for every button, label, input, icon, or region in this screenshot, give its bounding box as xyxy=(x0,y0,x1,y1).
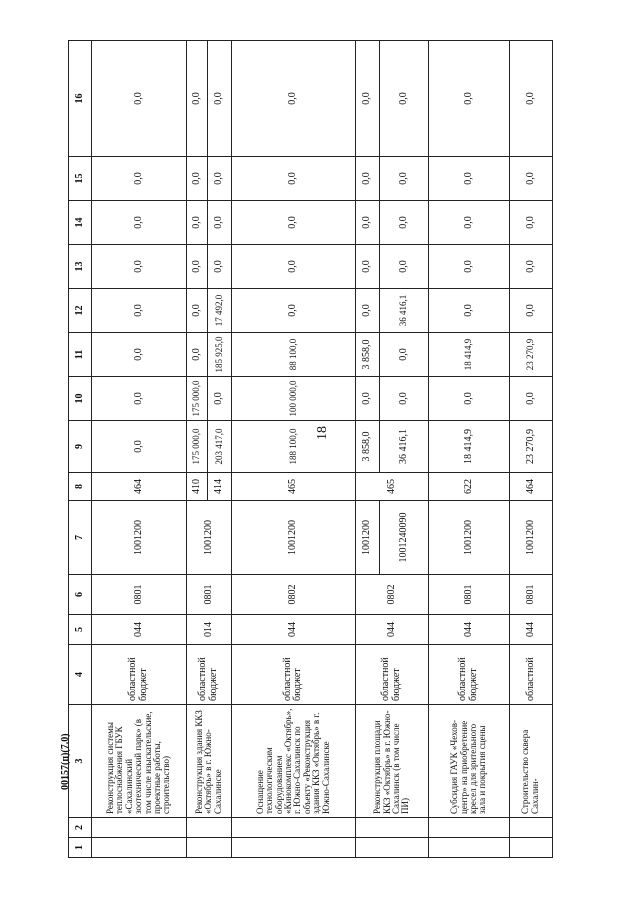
table-row xyxy=(186,41,208,858)
table-cell: 88 100,0 xyxy=(232,333,356,377)
table-cell: 0,0 xyxy=(429,157,510,201)
table-cell: 0,0 xyxy=(186,333,208,377)
table-row xyxy=(509,41,552,858)
table-cell: 3 858,0 xyxy=(355,421,379,473)
column-header: 8 xyxy=(69,473,92,501)
table-row xyxy=(429,41,510,858)
table-cell: 0,0 xyxy=(92,377,187,421)
table-cell: 0,0 xyxy=(92,157,187,201)
budget-table-container xyxy=(68,41,553,858)
table-cell: 0,0 xyxy=(429,377,510,421)
table-cell: 0,0 xyxy=(186,157,208,201)
table-cell: 014 xyxy=(186,615,231,645)
table-cell: 0,0 xyxy=(208,377,232,421)
table-cell: 3 858,0 xyxy=(355,333,379,377)
table-cell: 0,0 xyxy=(232,157,356,201)
column-header: 3 xyxy=(69,705,92,818)
column-header: 5 xyxy=(69,615,92,645)
table-cell: 0,0 xyxy=(429,41,510,157)
table-cell xyxy=(509,838,552,858)
measure-name: Оснащение технологическим оборудованием «Кинокомплекс «Октябрь», г. Южно-Сахалинск по объекту «Реконструкция здания ККЗ «Октябрь» в г. Южно-Сахалинске xyxy=(232,705,356,818)
table-cell xyxy=(186,838,231,858)
column-header: 13 xyxy=(69,245,92,289)
table-row xyxy=(232,41,356,858)
document-code: 00157(п)(7.0) xyxy=(60,733,71,790)
table-cell: 0,0 xyxy=(509,157,552,201)
measure-name: Реконструкция площади ККЗ «Октябрь» в г. Южно-Сахалинск (в том числе ПИ) xyxy=(355,705,428,818)
table-cell: 464 xyxy=(509,473,552,501)
table-cell xyxy=(355,838,428,858)
table-cell: 17 492,0 xyxy=(208,289,232,333)
column-header: 4 xyxy=(69,645,92,705)
table-cell: 464 xyxy=(92,473,187,501)
header-row xyxy=(69,41,92,858)
table-cell: 465 xyxy=(355,473,428,501)
table-cell: 203 417,0 xyxy=(208,421,232,473)
table-cell: 0,0 xyxy=(355,289,379,333)
column-header: 6 xyxy=(69,575,92,615)
column-header: 7 xyxy=(69,501,92,575)
table-cell: 0,0 xyxy=(355,157,379,201)
funding-source: областной бюджет xyxy=(429,645,510,705)
table-cell: 0801 xyxy=(186,575,231,615)
table-cell: 0,0 xyxy=(232,289,356,333)
table-cell: 0,0 xyxy=(509,41,552,157)
column-header: 16 xyxy=(69,41,92,157)
table-cell xyxy=(232,818,356,838)
page-number: 18 xyxy=(315,426,330,440)
measure-name: Субсидия ГАУК «Чехов-центр» на приобретение кресел для зрительного зала и покрытия сцены xyxy=(429,705,510,818)
table-cell: 465 xyxy=(232,473,356,501)
table-cell xyxy=(509,818,552,838)
table-cell: 1001240090 xyxy=(379,501,429,575)
table-cell: 0,0 xyxy=(379,201,429,245)
table-cell: 0,0 xyxy=(355,245,379,289)
table-cell: 0,0 xyxy=(92,289,187,333)
column-header: 12 xyxy=(69,289,92,333)
table-cell: 23 270,9 xyxy=(509,333,552,377)
table-cell: 36 416,1 xyxy=(379,421,429,473)
table-cell: 0,0 xyxy=(429,289,510,333)
table-row xyxy=(355,41,379,858)
table-cell: 410 xyxy=(186,473,208,501)
table-cell: 0,0 xyxy=(208,201,232,245)
table-cell xyxy=(232,838,356,858)
table-cell: 0,0 xyxy=(379,157,429,201)
measure-name: Реконструкция здания ККЗ «Октябрь» в г. Южно-Сахалинске xyxy=(186,705,231,818)
budget-table xyxy=(68,40,553,858)
table-cell: 1001200 xyxy=(429,501,510,575)
table-cell: 0,0 xyxy=(208,245,232,289)
table-cell: 0,0 xyxy=(186,289,208,333)
table-cell: 185 925,0 xyxy=(208,333,232,377)
funding-source: областной бюджет xyxy=(186,645,231,705)
table-cell: 0,0 xyxy=(92,41,187,157)
table-cell: 1001200 xyxy=(92,501,187,575)
funding-source: областной бюджет xyxy=(92,645,187,705)
table-cell xyxy=(429,818,510,838)
measure-name: Строительство сквера Сахалин- xyxy=(509,705,552,818)
table-cell: 1001200 xyxy=(232,501,356,575)
table-cell: 0,0 xyxy=(379,41,429,157)
table-cell: 0,0 xyxy=(232,245,356,289)
table-cell: 18 414,9 xyxy=(429,333,510,377)
column-header: 9 xyxy=(69,421,92,473)
table-cell xyxy=(355,818,428,838)
table-cell: 175 000,0 xyxy=(186,421,208,473)
table-cell xyxy=(92,818,187,838)
table-cell: 0,0 xyxy=(92,245,187,289)
column-header: 1 xyxy=(69,838,92,858)
table-cell: 0801 xyxy=(429,575,510,615)
table-cell: 0,0 xyxy=(379,245,429,289)
table-cell: 0,0 xyxy=(355,201,379,245)
table-row xyxy=(92,41,187,858)
column-header: 2 xyxy=(69,818,92,838)
column-header: 15 xyxy=(69,157,92,201)
funding-source: областной xyxy=(509,645,552,705)
column-header: 14 xyxy=(69,201,92,245)
table-cell: 0,0 xyxy=(186,201,208,245)
table-cell: 0,0 xyxy=(186,245,208,289)
table-cell: 36 416,1 xyxy=(379,289,429,333)
table-cell: 0,0 xyxy=(429,201,510,245)
table-cell: 0,0 xyxy=(509,377,552,421)
table-cell: 1001200 xyxy=(186,501,231,575)
table-cell: 175 000,0 xyxy=(186,377,208,421)
table-cell: 0802 xyxy=(355,575,428,615)
column-header: 11 xyxy=(69,333,92,377)
table-cell: 0,0 xyxy=(509,245,552,289)
table-cell: 044 xyxy=(92,615,187,645)
table-cell: 0,0 xyxy=(355,377,379,421)
funding-source: областной бюджет xyxy=(232,645,356,705)
table-cell: 0,0 xyxy=(379,333,429,377)
table-cell: 188 100,0 xyxy=(232,421,356,473)
table-cell: 0802 xyxy=(232,575,356,615)
table-cell xyxy=(92,838,187,858)
table-cell: 0,0 xyxy=(429,245,510,289)
funding-source: областной бюджет xyxy=(355,645,428,705)
table-cell: 0,0 xyxy=(92,201,187,245)
table-cell: 0801 xyxy=(92,575,187,615)
table-cell: 414 xyxy=(208,473,232,501)
table-cell: 0,0 xyxy=(186,41,208,157)
table-cell: 0,0 xyxy=(509,289,552,333)
table-cell: 0,0 xyxy=(208,41,232,157)
table-cell: 0,0 xyxy=(232,41,356,157)
table-cell: 0,0 xyxy=(232,201,356,245)
table-cell: 18 414,9 xyxy=(429,421,510,473)
table-cell: 1001200 xyxy=(355,501,379,575)
table-cell: 23 270,9 xyxy=(509,421,552,473)
table-cell: 044 xyxy=(509,615,552,645)
table-cell: 0,0 xyxy=(355,41,379,157)
table-cell: 1001200 xyxy=(509,501,552,575)
table-cell: 0,0 xyxy=(379,377,429,421)
measure-name: Реконструкция системы теплоснабжения ГБУК «Сахалинский зоотехнический парк» (в том числе изыскательские, проектные работы, строительство) xyxy=(92,705,187,818)
table-cell: 0,0 xyxy=(509,201,552,245)
column-header: 10 xyxy=(69,377,92,421)
table-cell: 044 xyxy=(232,615,356,645)
table-cell: 044 xyxy=(429,615,510,645)
table-cell: 0,0 xyxy=(208,157,232,201)
table-cell: 622 xyxy=(429,473,510,501)
table-cell: 0801 xyxy=(509,575,552,615)
table-cell xyxy=(186,818,231,838)
table-cell: 100 000,0 xyxy=(232,377,356,421)
table-cell: 0,0 xyxy=(92,421,187,473)
table-cell: 044 xyxy=(355,615,428,645)
table-cell: 0,0 xyxy=(92,333,187,377)
table-cell xyxy=(429,838,510,858)
